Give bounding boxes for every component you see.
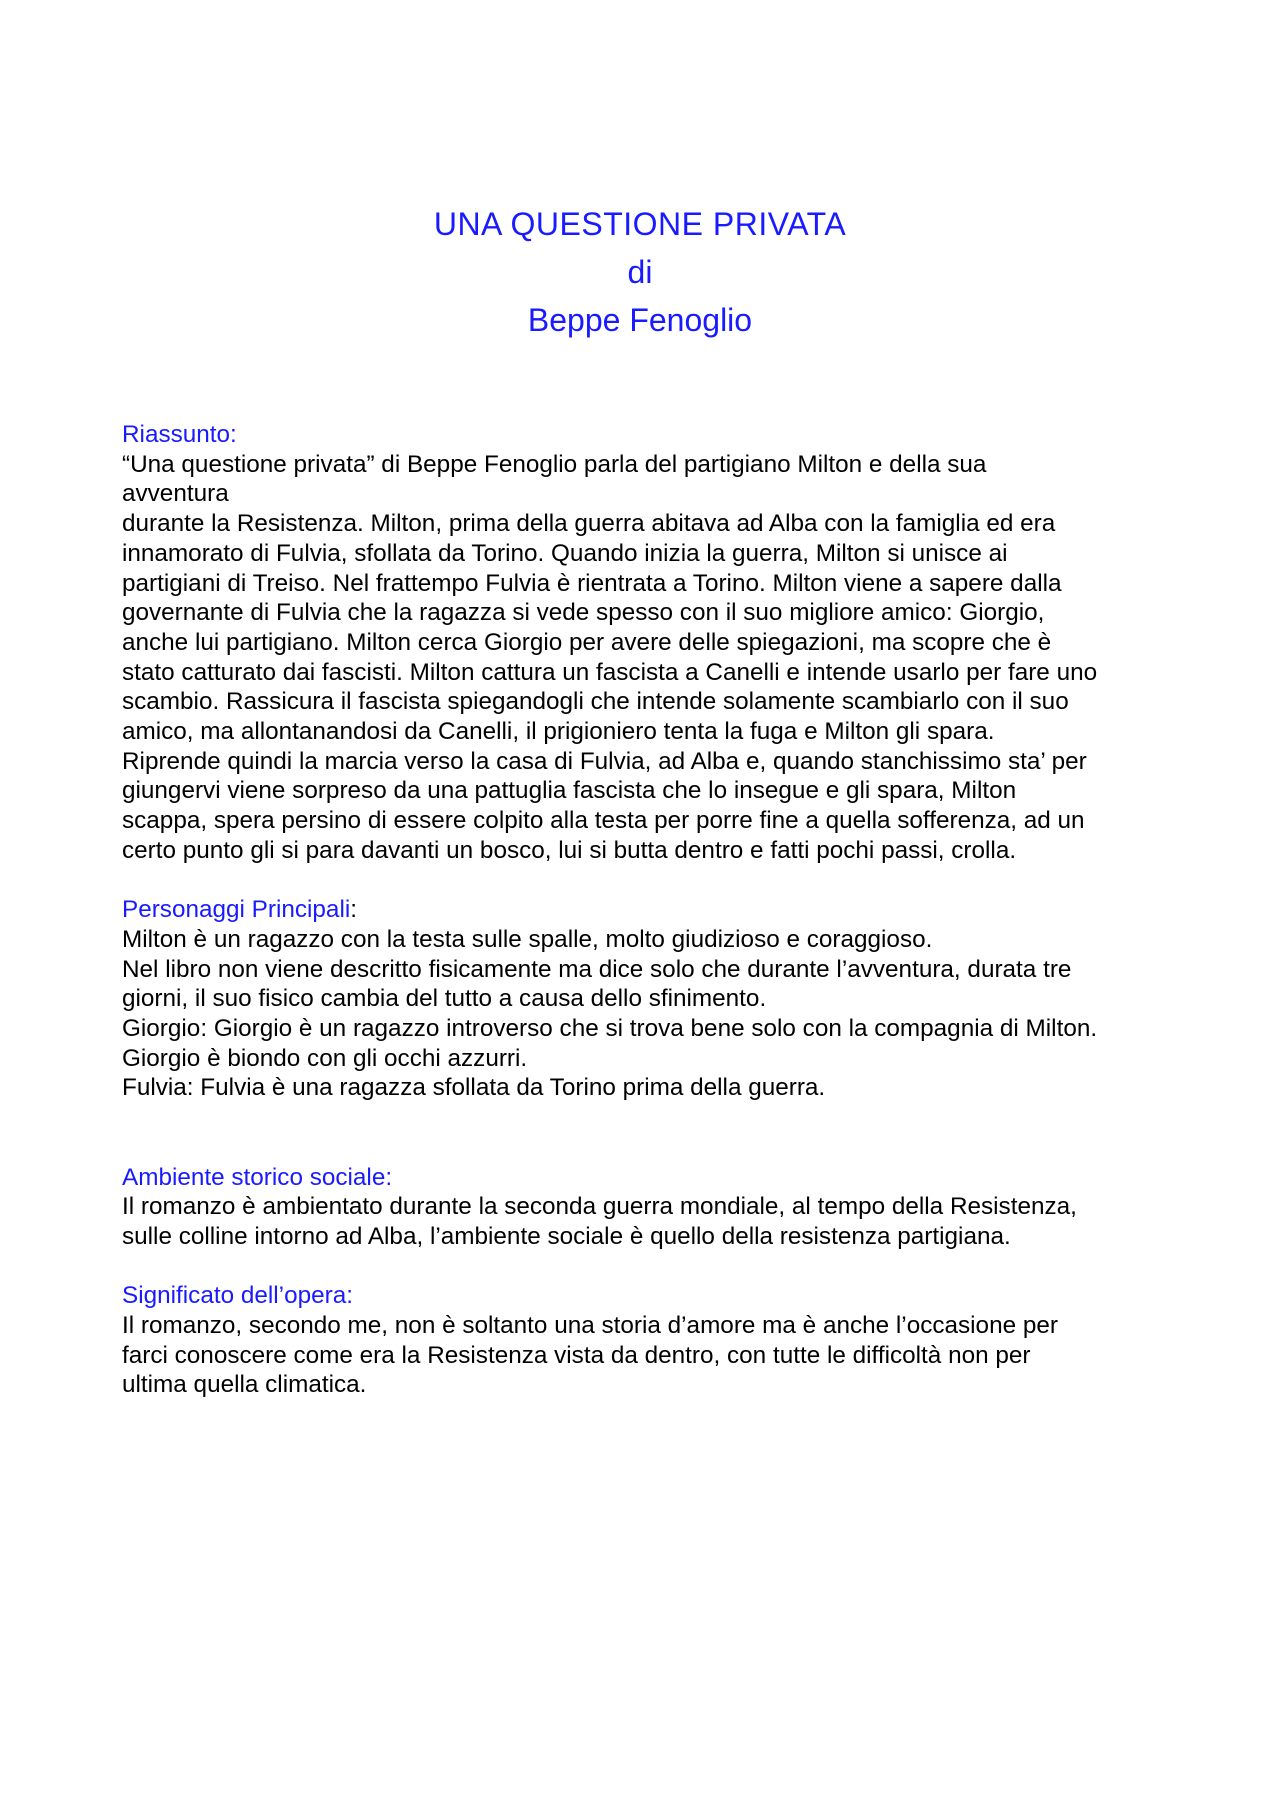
text-line: ultima quella climatica.	[122, 1371, 367, 1399]
text-line: amico, ma allontanandosi da Canelli, il prigioniero tenta la fuga e Milton gli spara.	[122, 718, 995, 746]
text-line: farci conoscere come era la Resistenza vista da dentro, con tutte le difficoltà non per	[122, 1341, 1031, 1369]
section-heading-significato: Significato dell’opera:	[122, 1282, 353, 1310]
section-significato	[122, 1281, 1172, 1400]
text-line: Giorgio: Giorgio è un ragazzo introverso che si trova bene solo con la compagnia di Milton.	[122, 1015, 1098, 1043]
section-text-riassunto	[122, 450, 1172, 866]
text-line: “Una questione privata” di Beppe Fenoglio parla del partigiano Milton e della sua	[122, 450, 987, 478]
section-text-personaggi	[122, 925, 1172, 1103]
spacer	[122, 1103, 1172, 1162]
section-personaggi	[122, 895, 1172, 1103]
spacer	[122, 1252, 1172, 1282]
text-line: giorni, il suo fisico cambia del tutto a causa dello sfinimento.	[122, 985, 767, 1013]
text-line: Riprende quindi la marcia verso la casa di Fulvia, ad Alba e, quando stanchissimo sta’ per	[122, 747, 1087, 775]
text-line: innamorato di Fulvia, sfollata da Torino. Quando inizia la guerra, Milton si unisce ai	[122, 539, 1008, 567]
text-line: governante di Fulvia che la ragazza si vede spesso con il suo migliore amico: Giorgio,	[122, 599, 1045, 627]
section-heading-riassunto: Riassunto:	[122, 421, 237, 448]
text-line: partigiani di Treiso. Nel frattempo Fulvia è rientrata a Torino. Milton viene a sapere dalla	[122, 569, 1062, 597]
section-heading-ambiente: Ambiente storico sociale:	[122, 1163, 393, 1191]
text-line: giungervi viene sorpreso da una pattuglia fascista che lo insegue e gli spara, Milton	[122, 777, 1017, 805]
title-block	[0, 200, 1280, 344]
section-heading-personaggi-label: Personaggi Principali	[122, 896, 351, 924]
text-line: Milton è un ragazzo con la testa sulle spalle, molto giudizioso e coraggioso.	[122, 925, 933, 953]
text-line: avventura	[122, 480, 229, 508]
text-line: certo punto gli si para davanti un bosco, lui si butta dentro e fatti pochi passi, crolla.	[122, 836, 1017, 864]
section-ambiente	[122, 1163, 1172, 1252]
text-line: sulle colline intorno ad Alba, l’ambiente sociale è quello della resistenza partigiana.	[122, 1222, 1011, 1250]
text-line: stato catturato dai fascisti. Milton cattura un fascista a Canelli e intende usarlo per fare uno	[122, 658, 1098, 686]
text-line: durante la Resistenza. Milton, prima della guerra abitava ad Alba con la famiglia ed era	[122, 510, 1056, 538]
section-text-ambiente	[122, 1192, 1172, 1251]
document-body	[122, 420, 1172, 1400]
text-line: Giorgio è biondo con gli occhi azzurri.	[122, 1044, 528, 1072]
author-name: Beppe Fenoglio	[527, 302, 753, 338]
section-text-significato	[122, 1311, 1172, 1400]
section-heading-personaggi	[122, 895, 1172, 925]
title-connector: di	[627, 254, 653, 290]
document-title: UNA QUESTIONE PRIVATA	[433, 206, 847, 242]
text-line: Fulvia: Fulvia è una ragazza sfollata da Torino prima della guerra.	[122, 1074, 826, 1102]
text-line: Il romanzo è ambientato durante la seconda guerra mondiale, al tempo della Resistenza,	[122, 1193, 1077, 1221]
text-line: Il romanzo, secondo me, non è soltanto una storia d’amore ma è anche l’occasione per	[122, 1312, 1058, 1340]
section-heading-personaggi-colon: :	[350, 896, 358, 924]
spacer	[122, 866, 1172, 896]
text-line: anche lui partigiano. Milton cerca Giorgio per avere delle spiegazioni, ma scopre che è	[122, 628, 1052, 656]
text-line: scambio. Rassicura il fascista spiegandogli che intende solamente scambiarlo con il suo	[122, 688, 1069, 716]
text-line: scappa, spera persino di essere colpito alla testa per porre fine a quella sofferenza, ad un	[122, 807, 1085, 835]
section-riassunto	[122, 420, 1172, 866]
text-line: Nel libro non viene descritto fisicamente ma dice solo che durante l’avventura, durata tre	[122, 955, 1072, 983]
